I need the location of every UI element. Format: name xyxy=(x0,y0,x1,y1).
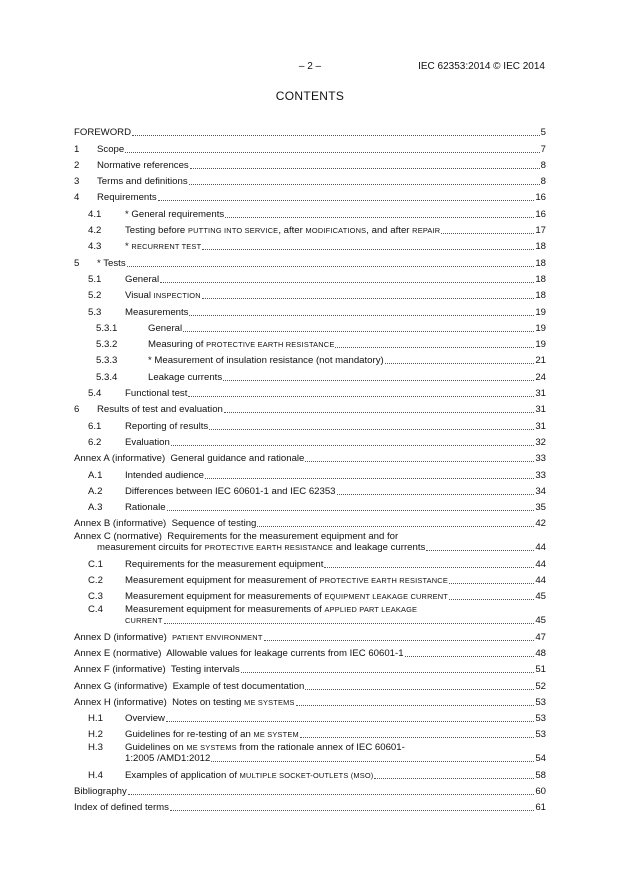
toc-entry-5-3-3[interactable]: 5.3.3 * Measurement of insulation resistance (not mandatory) 21 xyxy=(96,355,546,367)
toc-entry-h-1[interactable]: H.1 Overview 53 xyxy=(88,713,546,725)
toc-entry-1[interactable]: 1 Scope 7 xyxy=(74,143,546,155)
toc-entry-c-1[interactable]: C.1 Requirements for the measurement equipment 44 xyxy=(88,558,546,570)
toc-entry-5-3-2[interactable]: 5.3.2 Measuring of PROTECTIVE EARTH RESISTANCE 19 xyxy=(96,339,546,351)
toc-entry-5-3-1[interactable]: 5.3.1 General 19 xyxy=(96,322,546,334)
toc-entry-5-3-4[interactable]: 5.3.4 Leakage currents 24 xyxy=(96,371,546,383)
toc-entry-4[interactable]: 4 Requirements 16 xyxy=(74,192,546,204)
toc-entry-4-3[interactable]: 4.3 * RECURRENT TEST 18 xyxy=(88,241,546,253)
toc-entry-3[interactable]: 3 Terms and definitions 8 xyxy=(74,176,546,188)
toc-entry-annex-f[interactable]: Annex F (informative) Testing intervals 51 xyxy=(74,664,546,676)
toc-page: 5 xyxy=(540,127,546,139)
page-number: – 2 – xyxy=(298,61,322,72)
toc-entry-4-1[interactable]: 4.1 * General requirements 16 xyxy=(88,208,546,220)
toc-entry-annex-c[interactable]: Annex C (normative) Requirements for the measurement equipment and for measurement circuits for PROTECTIVE EARTH RESISTANCE and leakage currents 44 xyxy=(74,531,546,554)
toc-entry-6-2[interactable]: 6.2 Evaluation 32 xyxy=(88,436,546,448)
toc-entry-annex-a[interactable]: Annex A (informative) General guidance and rationale 33 xyxy=(74,453,546,465)
table-of-contents xyxy=(74,122,546,813)
toc-entry-foreword[interactable]: FOREWORD 5 xyxy=(74,127,546,139)
toc-entry-index[interactable]: Index of defined terms 61 xyxy=(74,802,546,814)
toc-entry-5-4[interactable]: 5.4 Functional test 31 xyxy=(88,388,546,400)
toc-entry-h-3[interactable]: H.3 Guidelines on ME SYSTEMS from the rationale annex of IEC 60601- 1:2005 /AMD1:2012 54 xyxy=(88,742,546,765)
toc-entry-a-1[interactable]: A.1 Intended audience 33 xyxy=(88,469,546,481)
toc-entry-annex-d[interactable]: Annex D (informative) PATIENT ENVIRONMENT 47 xyxy=(74,631,546,643)
toc-entry-2[interactable]: 2 Normative references 8 xyxy=(74,159,546,171)
toc-entry-h-2[interactable]: H.2 Guidelines for re-testing of an ME SYSTEM 53 xyxy=(88,729,546,741)
toc-entry-c-2[interactable]: C.2 Measurement equipment for measurement of PROTECTIVE EARTH RESISTANCE 44 xyxy=(88,575,546,587)
toc-entry-annex-h[interactable]: Annex H (informative) Notes on testing ME SYSTEMS 53 xyxy=(74,696,546,708)
toc-entry-4-2[interactable]: 4.2 Testing before PUTTING INTO SERVICE, after MODIFICATIONS, and after REPAIR 17 xyxy=(88,225,546,237)
toc-entry-6[interactable]: 6 Results of test and evaluation 31 xyxy=(74,404,546,416)
toc-entry-5-3[interactable]: 5.3 Measurements 19 xyxy=(88,306,546,318)
toc-entry-annex-b[interactable]: Annex B (informative) Sequence of testing 42 xyxy=(74,518,546,530)
toc-entry-a-2[interactable]: A.2 Differences between IEC 60601-1 and IEC 62353 34 xyxy=(88,485,546,497)
toc-entry-annex-e[interactable]: Annex E (normative) Allowable values for leakage currents from IEC 60601-1 48 xyxy=(74,647,546,659)
page-title: CONTENTS xyxy=(275,89,345,103)
toc-entry-5-1[interactable]: 5.1 General 18 xyxy=(88,273,546,285)
toc-entry-c-3[interactable]: C.3 Measurement equipment for measurements of EQUIPMENT LEAKAGE CURRENT 45 xyxy=(88,591,546,603)
toc-entry-5-2[interactable]: 5.2 Visual INSPECTION 18 xyxy=(88,290,546,302)
toc-entry-h-4[interactable]: H.4 Examples of application of MULTIPLE SOCKET-OUTLETS (MSO) 58 xyxy=(88,769,546,781)
toc-entry-5[interactable]: 5 * Tests 18 xyxy=(74,257,546,269)
toc-entry-c-4[interactable]: C.4 Measurement equipment for measurements of APPLIED PART LEAKAGE CURRENT 45 xyxy=(88,604,546,627)
toc-entry-bibliography[interactable]: Bibliography 60 xyxy=(74,785,546,797)
toc-entry-6-1[interactable]: 6.1 Reporting of results 31 xyxy=(88,420,546,432)
toc-entry-a-3[interactable]: A.3 Rationale 35 xyxy=(88,502,546,514)
standard-reference: IEC 62353:2014 © IEC 2014 xyxy=(418,61,545,72)
toc-entry-annex-g[interactable]: Annex G (informative) Example of test documentation 52 xyxy=(74,680,546,692)
